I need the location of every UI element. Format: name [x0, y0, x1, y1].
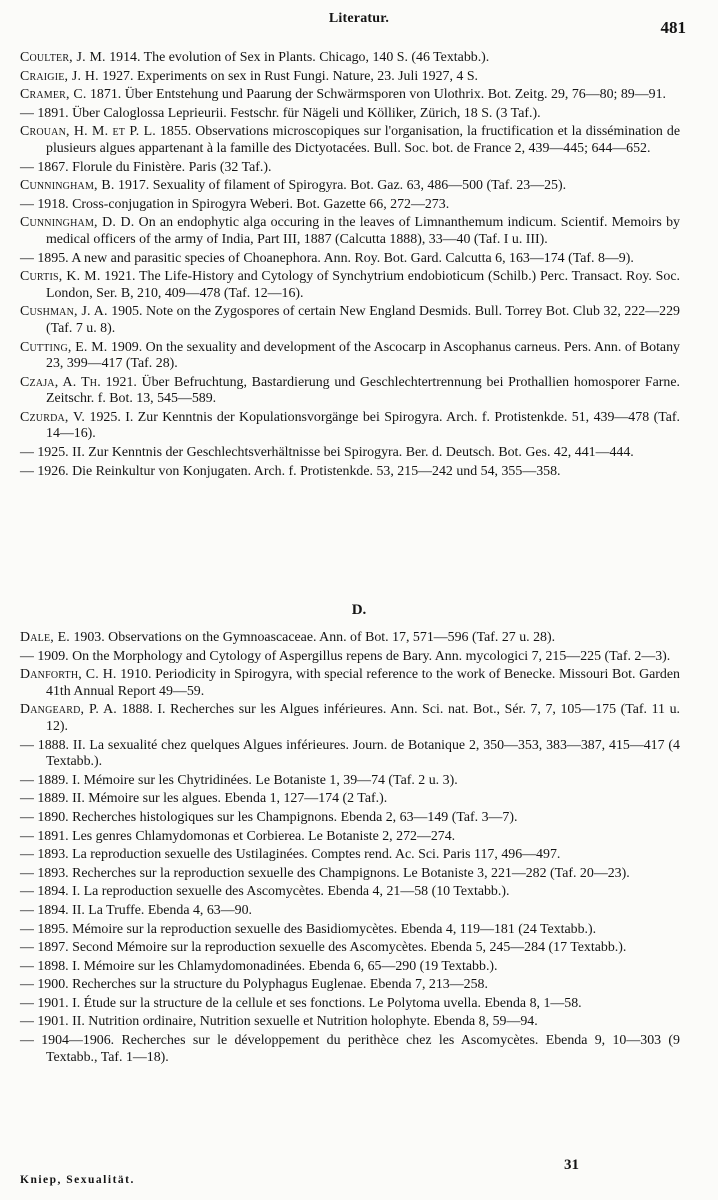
reference-entry: [20, 106, 680, 123]
reference-entry: [20, 340, 680, 373]
reference-text: — 1893. La reproduction sexuelle des Ustilaginées. Comptes rend. Ac. Sci. Paris 117, 496—497.: [20, 847, 561, 863]
reference-text: 1871. Über Entstehung und Paarung der Schwärmsporen von Ulothrix. Bot. Zeitg. 29, 76—80; 89—91.: [86, 87, 666, 103]
reference-text: — 1895. A new and parasitic species of Choanephora. Ann. Roy. Bot. Gard. Calcutta 6, 163—174 (Taf. 8—9).: [20, 250, 634, 266]
reference-text: 1905. Note on the Zygospores of certain New England Desmids. Bull. Torrey Bot. Club 32, 222—229 (Taf. 7 u. 8).: [46, 304, 680, 336]
reference-text: — 1901. I. Étude sur la structure de la cellule et ses fonctions. Le Polytoma uvella. Ebenda 8, 1—58.: [20, 995, 582, 1011]
page-number: 481: [660, 18, 686, 37]
reference-author: Czurda, V.: [20, 409, 86, 425]
reference-text: — 1889. I. Mémoire sur les Chytridinées. Le Botaniste 1, 39—74 (Taf. 2 u. 3).: [20, 772, 458, 788]
section-heading-d: D.: [351, 602, 367, 618]
reference-entry: [20, 1033, 680, 1066]
reference-author: Coulter, J. M.: [20, 50, 106, 65]
reference-entry: [20, 649, 680, 666]
reference-text: — 1925. II. Zur Kenntnis der Geschlechtsverhältnisse bei Spirogyra. Ber. d. Deutsch. Bot. Ges. 42, 441—444.: [20, 445, 634, 461]
reference-entry: [20, 410, 680, 443]
reference-text: 1888. I. Recherches sur les Algues inférieures. Ann. Sci. nat. Bot., Sér. 7, 7, 105—175 (Taf. 11 u. 12).: [46, 702, 681, 734]
reference-text: — 1894. I. La reproduction sexuelle des Ascomycètes. Ebenda 4, 21—58 (10 Textabb.).: [20, 884, 510, 900]
reference-text: 1921. Über Befruchtung, Bastardierung und Geschlechtertrennung bei Prothallien homosporer Farne. Zeitschr. f. Bot. 13, 545—589.: [46, 374, 680, 407]
reference-entry: [20, 667, 680, 700]
reference-text: — 1867. Florule du Finistère. Paris (32 Taf.).: [20, 159, 272, 175]
reference-entry: [20, 630, 680, 647]
reference-author: Crouan, H. M. et P. L.: [20, 124, 156, 140]
reference-list-d: [20, 630, 680, 1066]
reference-entry: [20, 940, 680, 957]
reference-text: 1903. Observations on the Gymnoascaceae. Ann. of Bot. 17, 571—596 (Taf. 27 u. 28).: [69, 630, 556, 645]
reference-text: — 1890. Recherches histologiques sur les Champignons. Ebenda 2, 63—149 (Taf. 3—7).: [20, 809, 518, 825]
reference-text: 1921. The Life-History and Cytology of Synchytrium endobioticum (Schilb.) Perc. Transact. Roy. Soc. London, Ser. B, 210, 409—478 (Taf. 12—16).: [46, 269, 680, 301]
reference-text: — 1888. II. La sexualité chez quelques Algues inférieures. Journ. de Botanique 2, 350—353, 383—387, 415—417 (4 Textabb.).: [20, 737, 680, 770]
reference-entry: [20, 197, 680, 214]
reference-entry: [20, 903, 680, 920]
reference-author: Dangeard, P. A.: [20, 702, 117, 718]
reference-author: Cramer, C.: [20, 87, 87, 103]
reference-entry: [20, 375, 680, 408]
reference-list-c: [20, 50, 680, 480]
reference-text: 1927. Experiments on sex in Rust Fungi. Nature, 23. Juli 1927, 4 S.: [98, 68, 479, 84]
reference-text: — 1926. Die Reinkultur von Konjugaten. Arch. f. Protistenkde. 53, 215—242 und 54, 355—358.: [20, 463, 561, 479]
reference-text: — 1891. Über Caloglossa Leprieurii. Festschr. für Nägeli und Kölliker, Zürich, 18 S. (3 Taf.).: [20, 105, 541, 121]
reference-text: — 1909. On the Morphology and Cytology of Aspergillus repens de Bary. Ann. mycologici 7, 215—225 (Taf. 2—3).: [20, 648, 671, 664]
reference-text: — 1889. II. Mémoire sur les algues. Ebenda 1, 127—174 (2 Taf.).: [20, 791, 388, 807]
reference-text: 1914. The evolution of Sex in Plants. Chicago, 140 S. (46 Textabb.).: [105, 50, 490, 65]
reference-text: — 1894. II. La Truffe. Ebenda 4, 63—90.: [20, 902, 252, 918]
reference-entry: [20, 829, 680, 846]
reference-author: Cutting, E. M.: [20, 339, 108, 355]
reference-text: — 1897. Second Mémoire sur la reproduction sexuelle des Ascomycètes. Ebenda 5, 245—284 (17 Textabb.).: [20, 940, 627, 956]
reference-entry: [20, 445, 680, 462]
footer-sheet-number: 31: [564, 1157, 579, 1173]
reference-text: — 1900. Recherches sur la structure du Polyphagus Euglenae. Ebenda 7, 213—258.: [20, 977, 488, 993]
reference-entry: [20, 269, 680, 302]
reference-text: 1855. Observations microscopiques sur l'organisation, la fructification et la dissémination de plusieurs algues appartenant à la famille des Dictyotacées. Bull. Soc. bot. de France 2, 439—445; 644—652.: [46, 124, 680, 156]
footer-signature: Kniep, Sexualität.: [20, 1174, 135, 1186]
reference-entry: [20, 773, 680, 790]
reference-entry: [20, 464, 680, 481]
reference-entry: [20, 124, 680, 157]
reference-text: — 1898. I. Mémoire sur les Chlamydomonadinées. Ebenda 6, 65—290 (19 Textabb.).: [20, 958, 498, 974]
reference-text: 1909. On the sexuality and development of the Ascocarp in Ascophanus carneus. Pers. Ann. of Botany 23, 399—417 (Taf. 28).: [46, 339, 680, 372]
reference-author: Cunningham, D. D.: [20, 215, 135, 231]
reference-entry: [20, 304, 680, 337]
reference-entry: [20, 959, 680, 976]
running-title: Literatur.: [328, 11, 390, 26]
reference-text: 1917. Sexuality of filament of Spirogyra. Bot. Gaz. 63, 486—500 (Taf. 23—25).: [114, 178, 567, 194]
reference-text: — 1918. Cross-conjugation in Spirogyra Weberi. Bot. Gazette 66, 272—273.: [20, 196, 450, 212]
reference-entry: [20, 251, 680, 268]
reference-entry: [20, 791, 680, 808]
reference-entry: [20, 50, 680, 67]
reference-entry: [20, 702, 680, 735]
reference-text: — 1891. Les genres Chlamydomonas et Corbierea. Le Botaniste 2, 272—274.: [20, 828, 456, 844]
reference-entry: [20, 215, 680, 248]
reference-author: Dale, E.: [20, 630, 70, 645]
reference-author: Curtis, K. M.: [20, 269, 101, 285]
reference-entry: [20, 87, 680, 104]
reference-entry: [20, 884, 680, 901]
reference-text: — 1893. Recherches sur la reproduction sexuelle des Champignons. Le Botaniste 3, 221—282 (Taf. 20—23).: [20, 865, 630, 881]
reference-text: — 1901. II. Nutrition ordinaire, Nutrition sexuelle et Nutrition holophyte. Ebenda 8, 59—94.: [20, 1014, 538, 1030]
reference-author: Cunningham, B.: [20, 178, 115, 194]
reference-entry: [20, 847, 680, 864]
reference-author: Cushman, J. A.: [20, 304, 108, 320]
reference-entry: [20, 922, 680, 939]
reference-entry: [20, 69, 680, 86]
reference-entry: [20, 866, 680, 883]
reference-text: 1925. I. Zur Kenntnis der Kopulationsvorgänge bei Spirogyra. Arch. f. Protistenkde. 51, 439—478 (Taf. 14—16).: [46, 409, 680, 442]
reference-author: Czaja, A. Th.: [20, 374, 101, 390]
reference-author: Craigie, J. H.: [20, 68, 99, 84]
reference-entry: [20, 810, 680, 827]
reference-entry: [20, 738, 680, 771]
reference-entry: [20, 178, 680, 195]
reference-text: 1910. Periodicity in Spirogyra, with special reference to the work of Benecke. Missouri Bot. Garden 41th Annual Report 49—59.: [46, 667, 680, 699]
reference-author: Danforth, C. H.: [20, 667, 117, 683]
reference-entry: [20, 996, 680, 1013]
reference-entry: [20, 160, 680, 177]
reference-text: — 1895. Mémoire sur la reproduction sexuelle des Basidiomycètes. Ebenda 4, 119—181 (24 Textabb.).: [20, 921, 597, 937]
reference-text: — 1904—1906. Recherches sur le développement du perithèce chez les Ascomycètes. Ebenda 9, 10—303 (9 Textabb., Taf. 1—18).: [20, 1033, 680, 1065]
reference-entry: [20, 977, 680, 994]
reference-entry: [20, 1014, 680, 1031]
reference-text: On an endophytic alga occuring in the leaves of Limnanthemum indicum. Scientif. Memoirs by medical officers of the army of India, Part III, 1887 (Calcutta 1888), 33—40 (Taf. I u. III).: [46, 215, 680, 247]
